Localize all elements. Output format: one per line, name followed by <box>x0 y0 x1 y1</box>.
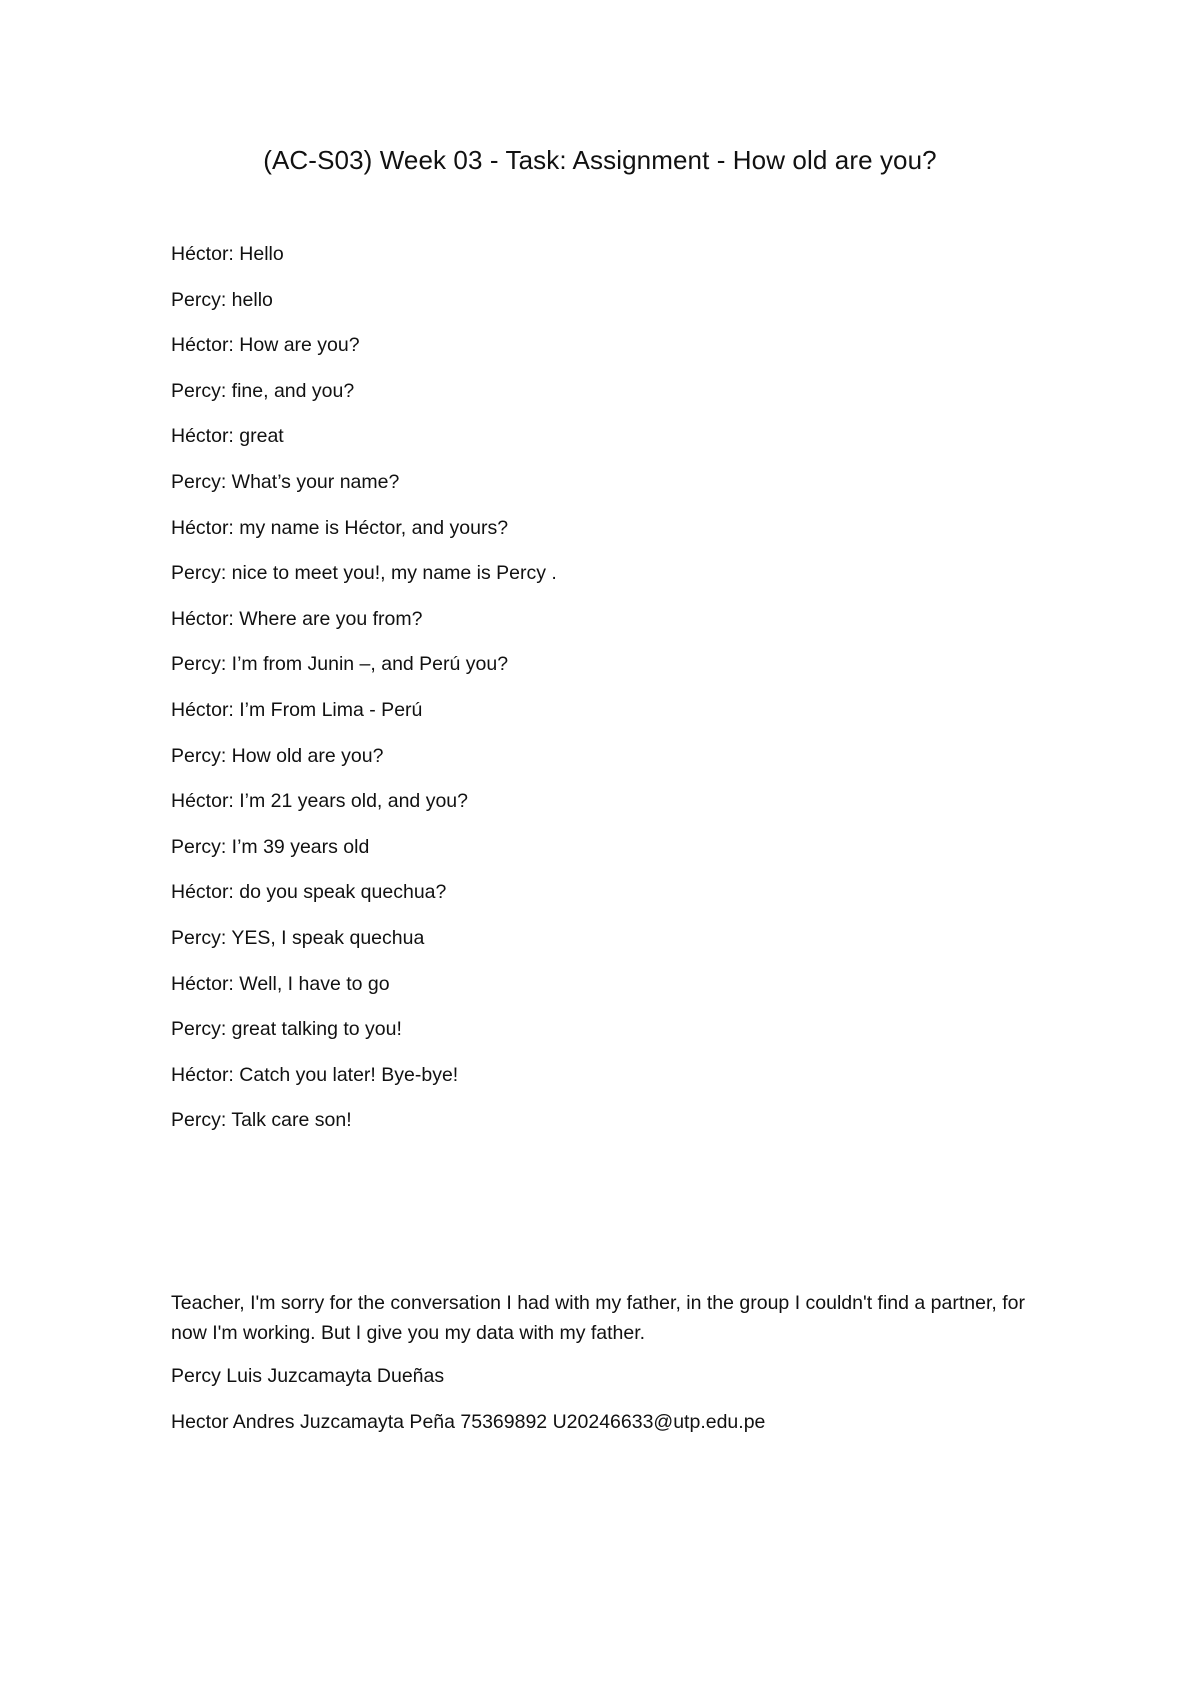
signature-line-1: Percy Luis Juzcamayta Dueñas <box>171 1365 445 1387</box>
dialogue-line: Percy: What’s your name? <box>171 470 400 493</box>
dialogue-line: Héctor: Catch you later! Bye-bye! <box>171 1063 459 1086</box>
dialogue-line: Percy: Talk care son! <box>171 1109 352 1132</box>
dialogue-line: Percy: I’m from Junin –, and Perú you? <box>171 653 509 676</box>
dialogue-line: Héctor: my name is Héctor, and yours? <box>171 516 509 539</box>
dialogue-line: Héctor: I’m 21 years old, and you? <box>171 790 468 813</box>
dialogue-line: Percy: YES, I speak quechua <box>171 926 425 949</box>
dialogue-list <box>171 241 1031 1153</box>
dialogue-line: Percy: hello <box>171 288 273 311</box>
dialogue-line: Héctor: Hello <box>171 243 284 265</box>
dialogue-line: Percy: fine, and you? <box>171 379 355 402</box>
dialogue-line: Héctor: Where are you from? <box>171 607 423 630</box>
dialogue-line: Héctor: How are you? <box>171 334 360 357</box>
dialogue-line: Héctor: Well, I have to go <box>171 972 390 995</box>
dialogue-line: Percy: I’m 39 years old <box>171 835 370 858</box>
dialogue-line: Percy: nice to meet you!, my name is Percy . <box>171 562 557 585</box>
signature-line-2: Hector Andres Juzcamayta Peña 75369892 U20246633@utp.edu.pe <box>171 1411 766 1433</box>
document-title: (AC-S03) Week 03 - Task: Assignment - How old are you? <box>263 145 937 175</box>
teacher-note: Teacher, I'm sorry for the conversation I had with my father, in the group I couldn't find a partner, for now I'm working. But I give you my data with my father. <box>171 1292 1025 1344</box>
dialogue-line: Percy: How old are you? <box>171 744 384 767</box>
dialogue-line: Percy: great talking to you! <box>171 1018 402 1041</box>
dialogue-line: Héctor: great <box>171 425 284 448</box>
dialogue-line: Héctor: I’m From Lima - Perú <box>171 698 423 721</box>
dialogue-line: Héctor: do you speak quechua? <box>171 881 447 904</box>
